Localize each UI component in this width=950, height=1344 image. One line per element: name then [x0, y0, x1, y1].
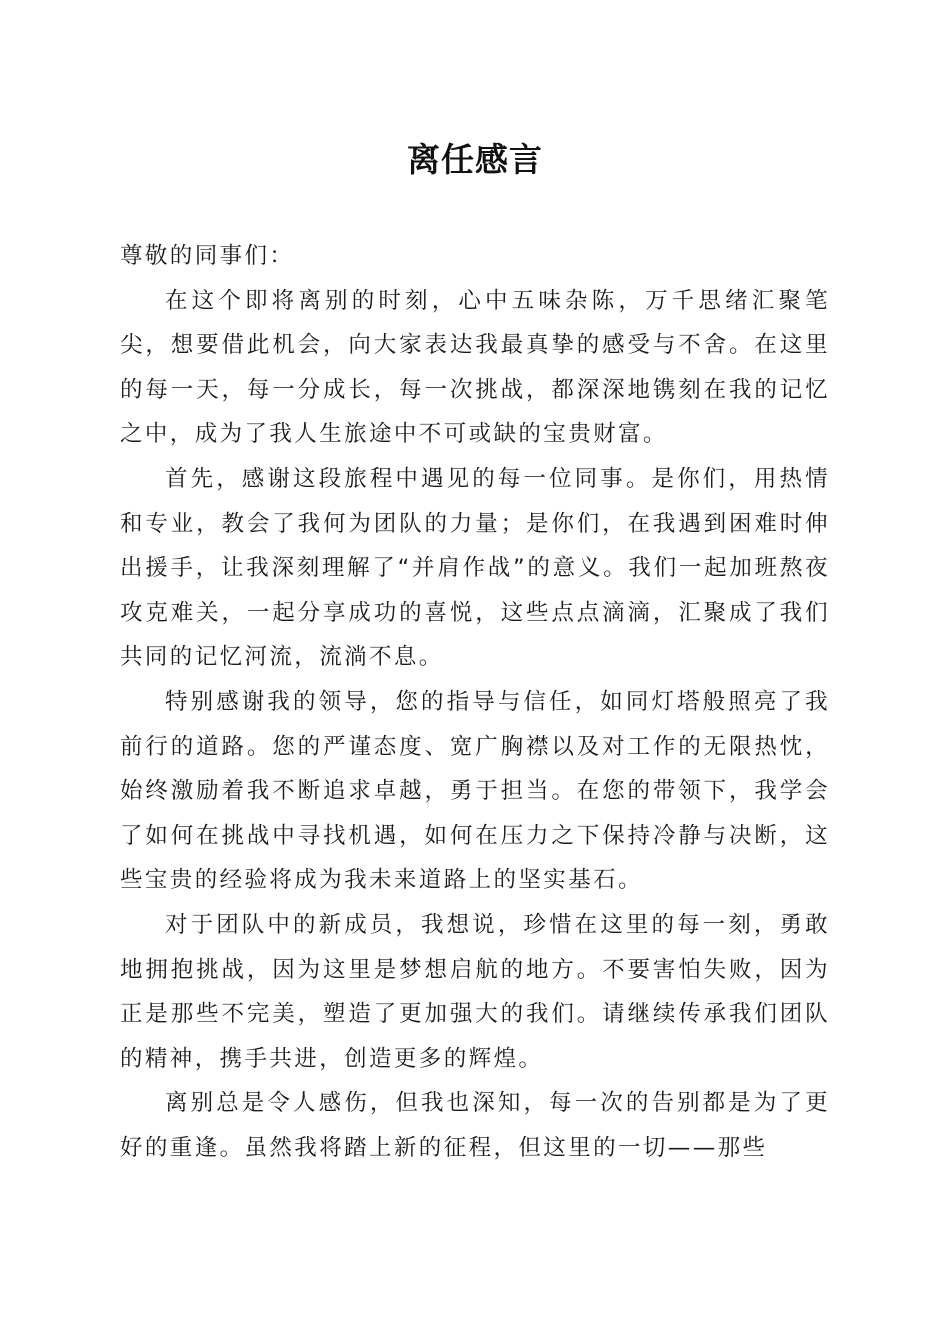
paragraph-5: 离别总是令人感伤，但我也深知，每一次的告别都是为了更好的重逢。虽然我将踏上新的征程，但这里的一切——那些 [120, 1090, 830, 1161]
salutation: 尊敬的同事们： [120, 243, 295, 269]
document-title: 离任感言 [407, 140, 543, 179]
paragraph-3: 特别感谢我的领导，您的指导与信任，如同灯塔般照亮了我前行的道路。您的严谨态度、宽广胸襟以及对工作的无限热忱，始终激励着我不断追求卓越，勇于担当。在您的带领下，我学会了如何在挑战中寻找机遇，如何在压力之下保持冷静与决断，这些宝贵的经验将成为我未来道路上的坚实基石。 [120, 688, 830, 894]
document-body [120, 234, 830, 1170]
paragraph-2: 首先，感谢这段旅程中遇见的每一位同事。是你们，用热情和专业，教会了我何为团队的力量；是你们，在我遇到困难时伸出援手，让我深刻理解了“并肩作战”的意义。我们一起加班熬夜攻克难关，一起分享成功的喜悦，这些点点滴滴，汇聚成了我们共同的记忆河流，流淌不息。 [120, 465, 830, 671]
paragraph-4: 对于团队中的新成员，我想说，珍惜在这里的每一刻，勇敢地拥抱挑战，因为这里是梦想启航的地方。不要害怕失败，因为正是那些不完美，塑造了更加强大的我们。请继续传承我们团队的精神，携手共进，创造更多的辉煌。 [120, 911, 830, 1072]
paragraph-1: 在这个即将离别的时刻，心中五味杂陈，万千思绪汇聚笔尖，想要借此机会，向大家表达我最真挚的感受与不舍。在这里的每一天，每一分成长，每一次挑战，都深深地镌刻在我的记忆之中，成为了我人生旅途中不可或缺的宝贵财富。 [120, 287, 830, 448]
